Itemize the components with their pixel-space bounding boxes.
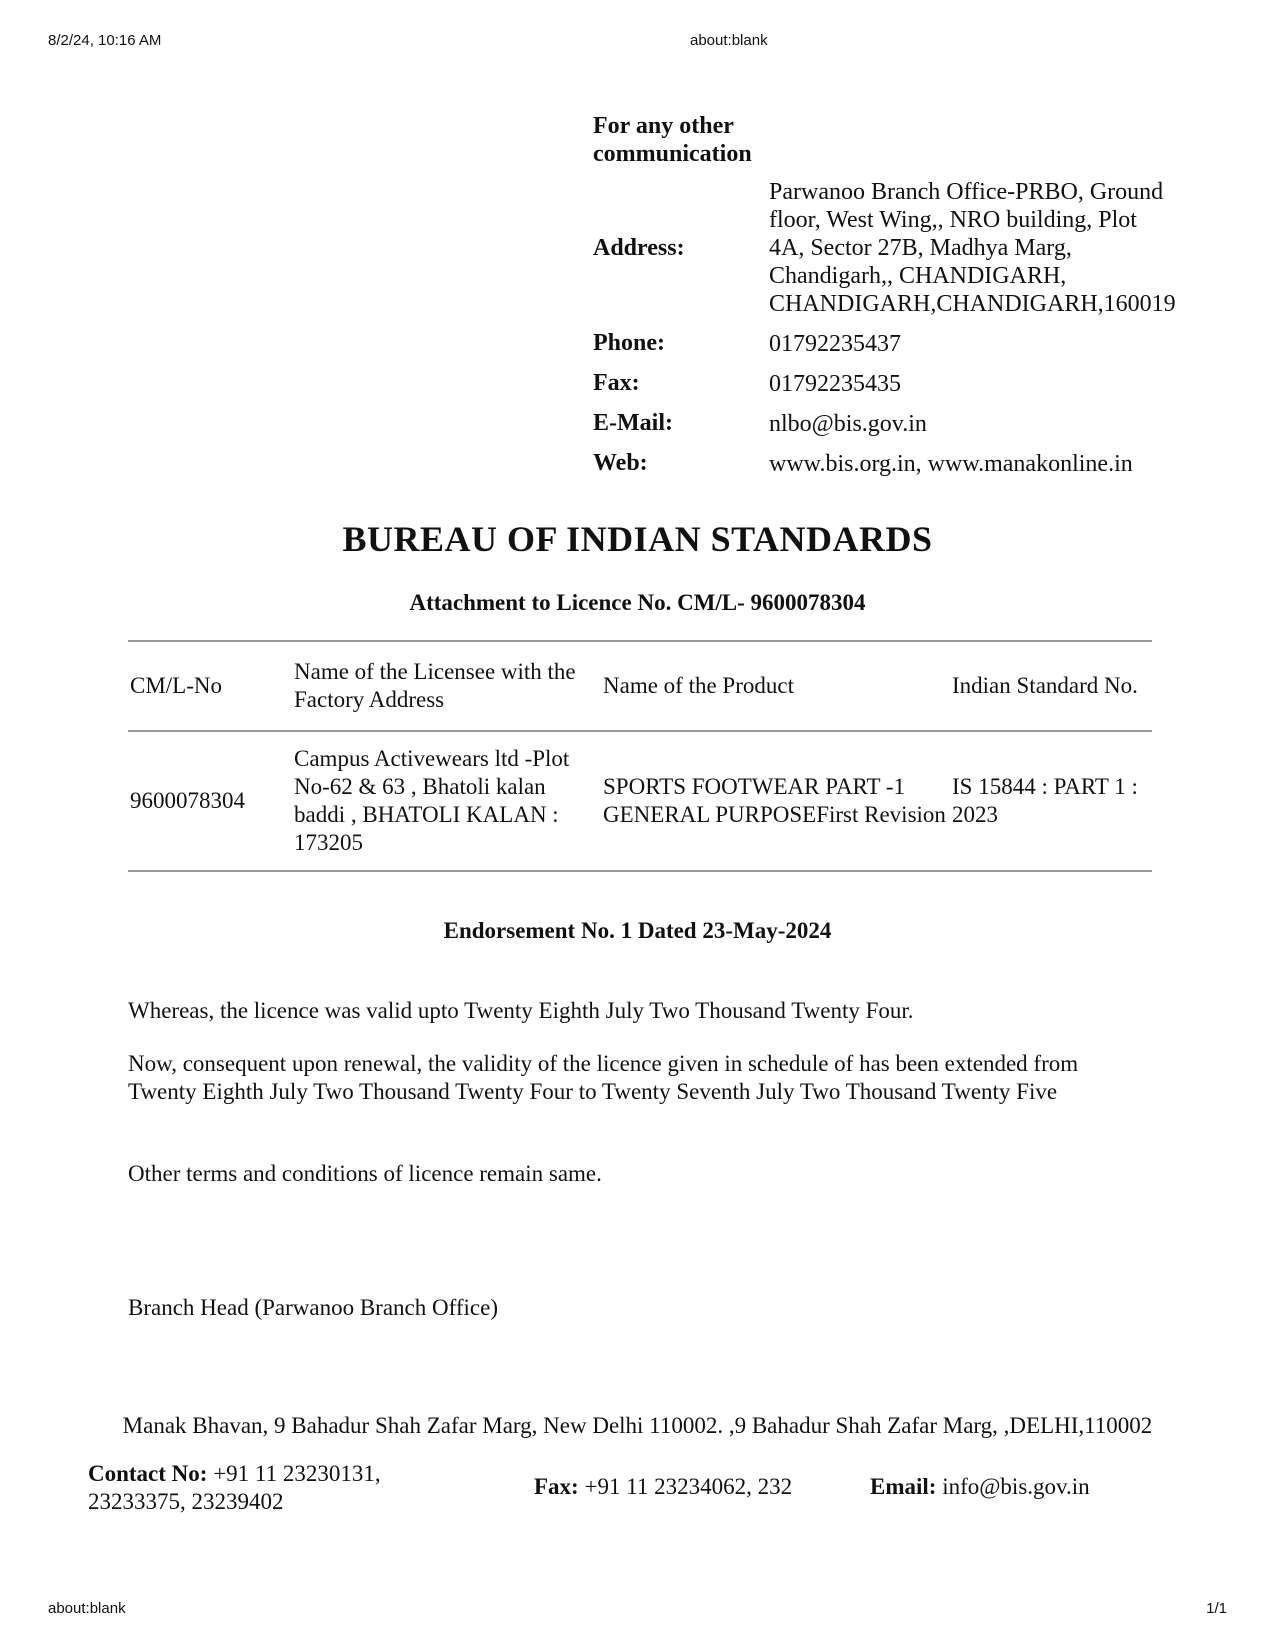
email-row: [593, 410, 1233, 438]
table-row: [128, 731, 1152, 871]
cell-product: SPORTS FOOTWEAR PART -1 GENERAL PURPOSEFirst Revision: [603, 774, 946, 827]
header-cml-no: CM/L-No: [130, 673, 222, 698]
footer-email-label: Email:: [870, 1474, 937, 1499]
print-url-top: about:blank: [690, 32, 768, 49]
phone-row: [593, 330, 1233, 358]
footer-contact-label: Contact No:: [88, 1461, 208, 1486]
attachment-title: Attachment to Licence No. CM/L- 9600078304: [409, 590, 866, 615]
cell-cml-no: 9600078304: [130, 788, 245, 813]
fax-value: 01792235435: [769, 371, 901, 397]
address-line: floor, West Wing,, NRO building, Plot: [769, 207, 1137, 233]
cell-licensee: Campus Activewears ltd -Plot No-62 & 63 , Bhatoli kalan baddi , BHATOLI KALAN : 173205: [294, 746, 570, 855]
address-row: [593, 178, 1233, 318]
footer-fax-value: +91 11 23234062, 232: [584, 1474, 793, 1499]
signatory: Branch Head (Parwanoo Branch Office): [128, 1295, 498, 1320]
address-line: Parwanoo Branch Office-PRBO, Ground: [769, 179, 1164, 205]
email-label: E-Mail:: [593, 410, 673, 436]
address-line: Chandigarh,, CHANDIGARH,: [769, 263, 1067, 289]
header-licensee: Name of the Licensee with the Factory Address: [294, 659, 576, 712]
cell-standard: IS 15844 : PART 1 : 2023: [952, 774, 1138, 827]
fax-row: [593, 370, 1233, 398]
email-value: nlbo@bis.gov.in: [769, 411, 927, 437]
print-page-number: 1/1: [1206, 1600, 1227, 1617]
org-title: BUREAU OF INDIAN STANDARDS: [342, 519, 933, 559]
header-standard: Indian Standard No.: [952, 673, 1138, 698]
contact-heading: For any other communication: [593, 113, 752, 167]
contact-block: [593, 112, 1233, 478]
header-product: Name of the Product: [603, 673, 794, 698]
address-line: 4A, Sector 27B, Madhya Marg,: [769, 235, 1072, 261]
footer-email-value: info@bis.gov.in: [942, 1474, 1090, 1499]
licence-table: [128, 640, 1152, 872]
web-row: [593, 450, 1233, 478]
footer-contact: [88, 1460, 428, 1516]
web-value: www.bis.org.in, www.manakonline.in: [769, 451, 1133, 477]
paragraph-renewal: Now, consequent upon renewal, the validity of the licence given in schedule of has been extended from Twenty Eighth July Two Thousand Twenty Four to Twenty Seventh July Two Thousand Twenty Five: [128, 1051, 1079, 1104]
footer-fax-label: Fax:: [534, 1474, 579, 1499]
address-value: [769, 178, 1176, 318]
table-header-row: [128, 641, 1152, 731]
phone-value: 01792235437: [769, 331, 901, 357]
paragraph-terms: Other terms and conditions of licence remain same.: [128, 1161, 602, 1186]
web-label: Web:: [593, 450, 648, 476]
phone-label: Phone:: [593, 330, 665, 356]
endorsement-title: Endorsement No. 1 Dated 23-May-2024: [443, 918, 832, 943]
print-datetime: 8/2/24, 10:16 AM: [48, 32, 162, 49]
footer-email: [870, 1474, 1090, 1500]
fax-label: Fax:: [593, 370, 640, 396]
footer-fax: [534, 1474, 792, 1500]
address-label: Address:: [593, 234, 685, 261]
address-line: CHANDIGARH,CHANDIGARH,160019: [769, 291, 1176, 317]
footer-address: Manak Bhavan, 9 Bahadur Shah Zafar Marg, New Delhi 110002. ,9 Bahadur Shah Zafar Marg, ,DELHI,110002: [122, 1413, 1153, 1438]
print-url-bottom: about:blank: [48, 1600, 126, 1617]
footer-contact-value: +91 11 23230131, 23233375, 23239402: [88, 1461, 381, 1514]
paragraph-validity: Whereas, the licence was valid upto Twenty Eighth July Two Thousand Twenty Four.: [128, 998, 914, 1023]
